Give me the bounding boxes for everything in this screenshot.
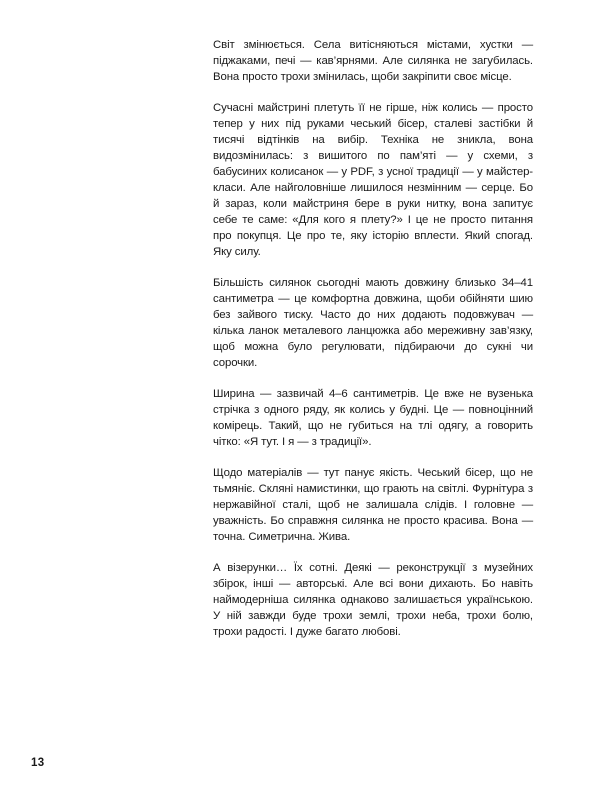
paragraph-3: Більшість силянок сьогодні мають довжину близько 34–41 сантиметра — це комфортна довжина, щоби обійняти шию без зайвого тиску. Часто до них додають подовжувач — кілька ланок металевого ланцюжка або мереживну зав’язку, щоб можна було регулювати, підбираючи до сукні чи сорочки. xyxy=(213,277,533,369)
paragraph-2: Сучасні майстрині плетуть її не гірше, ніж колись — просто тепер у них під руками чеський бісер, сталеві застібки й тисячі відтінків на вибір. Техніка не зникла, вона видозмінилась: з вишитого по пам’яті — у схеми, з бабусиних колисанок — у PDF, з усної традиції — у майстер-класи. Але найголовніше лишилося незмінним — серце. Бо й зараз, коли майстриня бере в руки нитку, вона запитує себе те саме: «Для кого я плету?» І це не просто питання про покупця. Це про те, яку історію вплести. Який спогад. Яку силу. xyxy=(213,102,533,258)
text-column xyxy=(213,37,533,655)
page-number: 13 xyxy=(31,757,45,769)
paragraph-6: А візерунки… Їх сотні. Деякі — реконструкції з музейних збірок, інші — авторські. Але всі вони дихають. Бо навіть наймодерніша силянка однаково залишається українською. У ній завжди буде трохи землі, трохи неба, трохи болю, трохи радості. І дуже багато любові. xyxy=(213,562,533,638)
paragraph-4: Ширина — зазвичай 4–6 сантиметрів. Це вже не вузенька стрічка з одного ряду, як колись у будні. Це — повноцінний комірець. Такий, що не губиться на тлі одягу, а говорить чітко: «Я тут. І я — з традиції». xyxy=(213,388,533,448)
paragraph-1: Світ змінюється. Села витісняються містами, хустки — піджаками, печі — кав’ярнями. Але силянка не загубилась. Вона просто трохи змінилась, щоби закріпити своє місце. xyxy=(213,39,533,83)
paragraph-5: Щодо матеріалів — тут панує якість. Чеський бісер, що не тьмяніє. Скляні намистинки, що грають на світлі. Фурнітура з нержавійної сталі, щоб не залишала слідів. І головне — уважність. Бо справжня силянка не просто красива. Вона — точна. Симетрична. Жива. xyxy=(213,467,533,543)
